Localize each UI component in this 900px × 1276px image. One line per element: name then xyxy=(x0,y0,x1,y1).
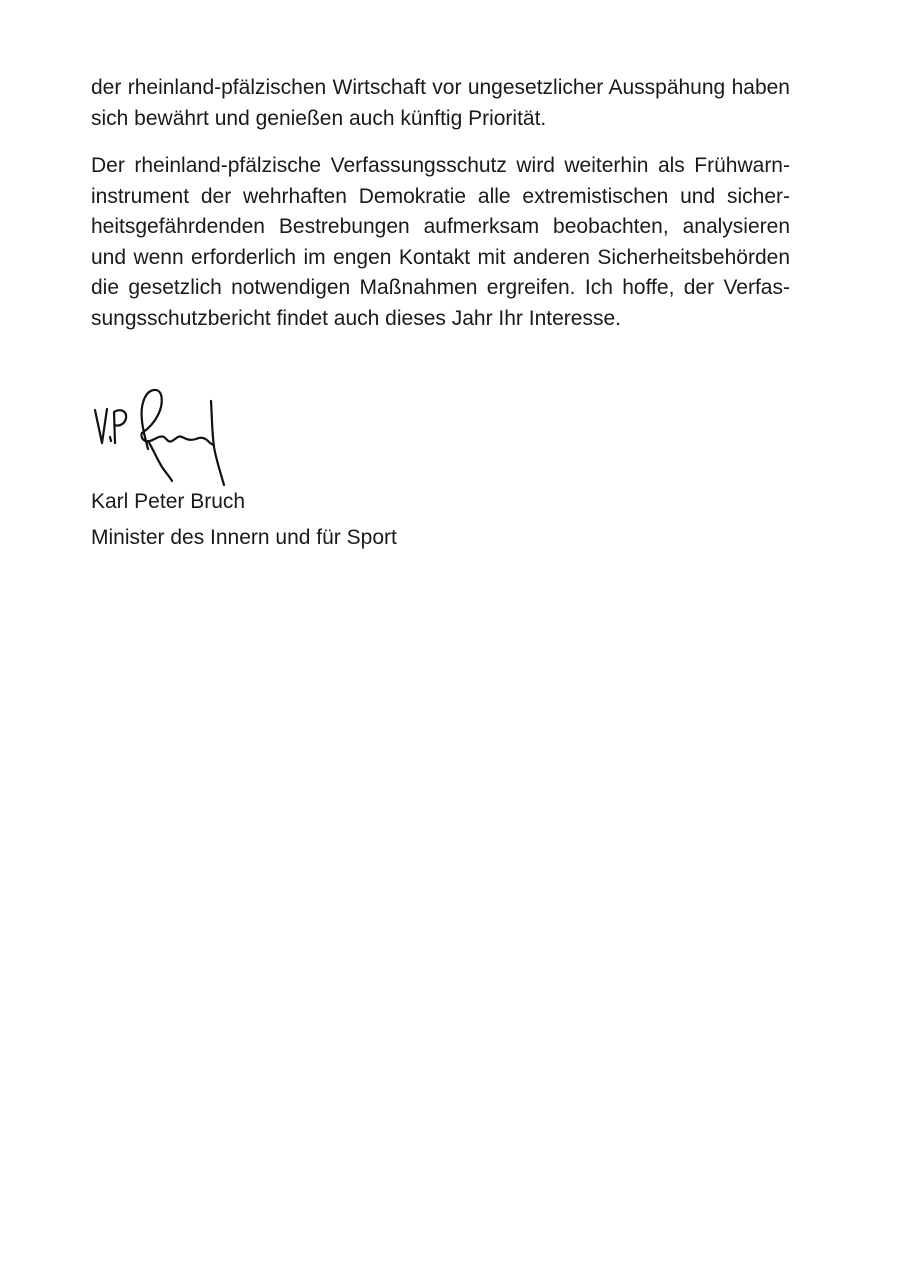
handwritten-signature xyxy=(90,385,240,490)
body-paragraph: Der rheinland-pfälzische Verfassungsschutz wird weiterhin als Frühwarninstrument der wehrhaften Demokratie alle extremistischen und sicherheitsgefährdenden Bestrebungen aufmerksam beobachten, analysieren und wenn erforderlich im engen Kontakt mit anderen Sicherheitsbehörden die gesetzlich notwendigen Maßnahmen ergreifen. Ich hoffe, der Verfassungsschutzbericht findet auch dieses Jahr Ihr Interesse. xyxy=(91,154,790,330)
body-paragraph: der rheinland-pfälzischen Wirtschaft vor ungesetzlicher Ausspähung haben sich bewährt und genießen auch künftig Priorität. xyxy=(91,76,790,130)
signer-title: Minister des Innern und für Sport xyxy=(91,526,397,549)
signer-name: Karl Peter Bruch xyxy=(91,490,246,513)
